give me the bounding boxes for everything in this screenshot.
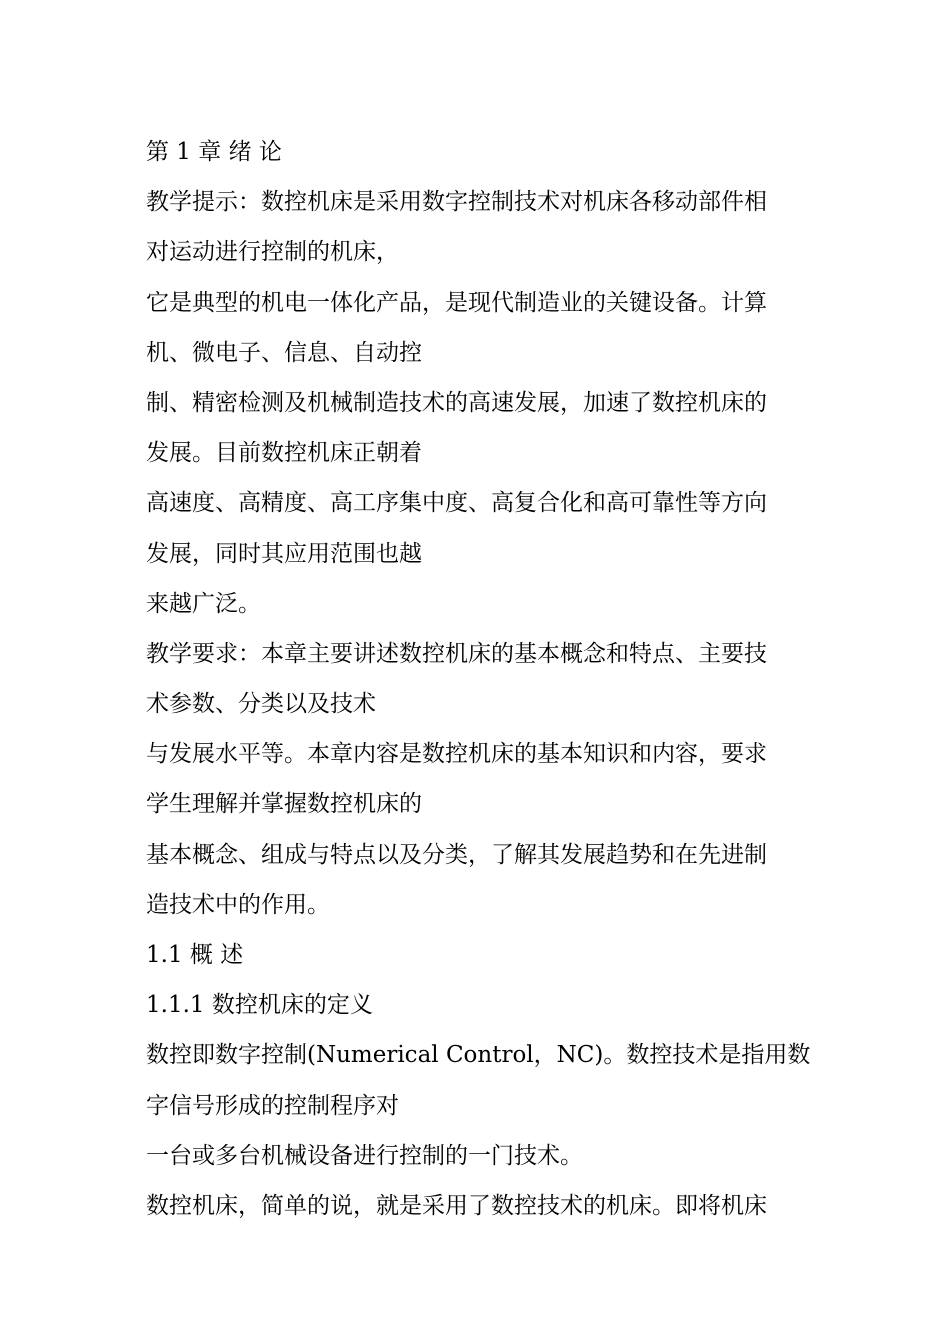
text-line: 对运动进行控制的机床， — [146, 239, 399, 266]
text-line: 来越广泛。 — [146, 590, 261, 617]
text-line: 制、精密检测及机械制造技术的高速发展，加速了数控机床的 — [146, 389, 767, 416]
text-line: 一台或多台机械设备进行控制的一门技术。 — [146, 1142, 583, 1169]
text-line: 学生理解并掌握数控机床的 — [146, 791, 422, 818]
chapter-title: 第 1 章 绪 论 — [146, 139, 282, 165]
subsection-heading: 1.1.1 数控机床的定义 — [146, 992, 373, 1019]
text-line: 术参数、分类以及技术 — [146, 691, 376, 718]
text-line: 造技术中的作用。 — [146, 891, 330, 918]
text-line: 字信号形成的控制程序对 — [146, 1092, 399, 1119]
text-line: 教学要求：本章主要讲述数控机床的基本概念和特点、主要技 — [146, 640, 767, 667]
section-heading: 1.1 概 述 — [146, 942, 244, 968]
text-line: 发展，同时其应用范围也越 — [146, 540, 422, 567]
text-line: 基本概念、组成与特点以及分类，了解其发展趋势和在先进制 — [146, 841, 767, 868]
text-line: 发展。目前数控机床正朝着 — [146, 440, 422, 467]
text-line: 它是典型的机电一体化产品，是现代制造业的关键设备。计算 — [146, 289, 767, 316]
text-line: 与发展水平等。本章内容是数控机床的基本知识和内容，要求 — [146, 741, 767, 768]
document-body — [146, 127, 826, 1231]
text-line: 数控即数字控制(Numerical Control，NC)。数控技术是指用数 — [146, 1042, 811, 1069]
text-line: 高速度、高精度、高工序集中度、高复合化和高可靠性等方向 — [146, 490, 767, 517]
text-line: 教学提示：数控机床是采用数字控制技术对机床各移动部件相 — [146, 189, 767, 216]
text-line: 数控机床，简单的说，就是采用了数控技术的机床。即将机床 — [146, 1192, 767, 1219]
text-line: 机、微电子、信息、自动控 — [146, 339, 422, 366]
